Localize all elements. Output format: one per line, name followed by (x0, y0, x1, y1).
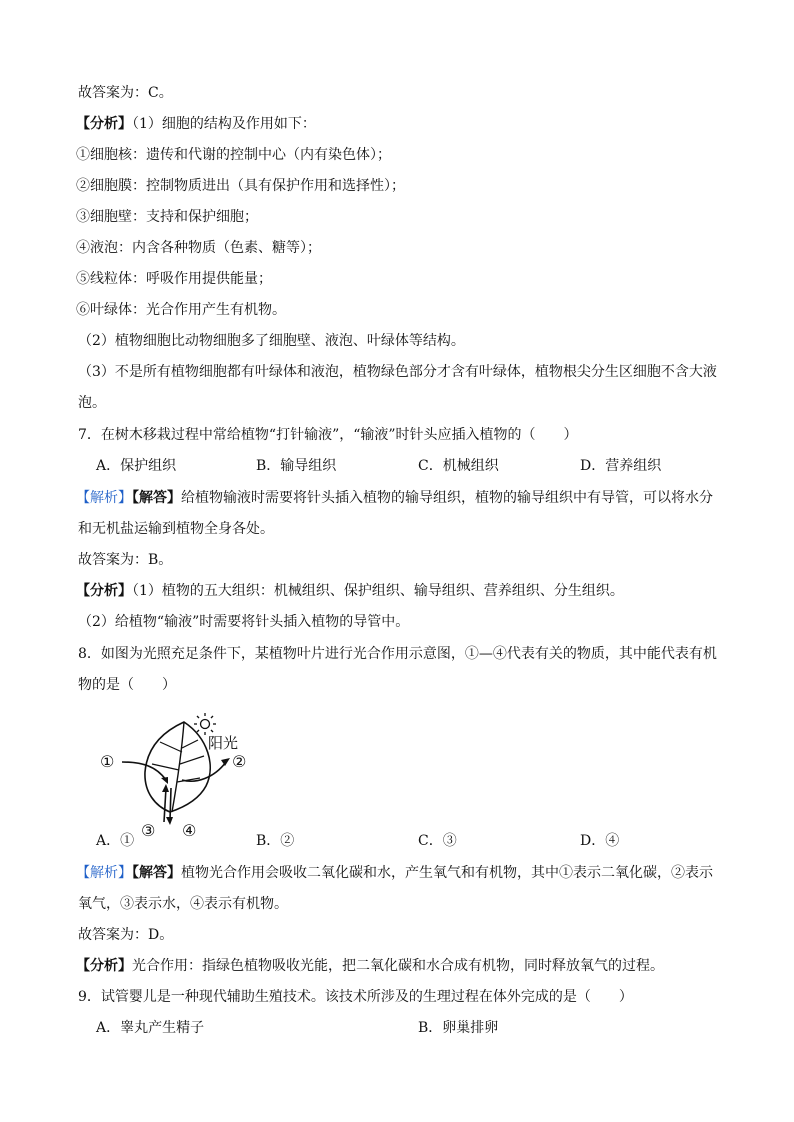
q8-solution-cont: 氧气，③表示水，④表示有机物。 (78, 896, 288, 912)
leaf-vein (152, 764, 179, 770)
label-3: ③ (141, 821, 156, 840)
q8-solution (76, 864, 713, 882)
analysis-item-5: ⑤线粒体：呼吸作用提供能量； (76, 271, 272, 287)
q7-analysis-2: （2）给植物“输液”时需要将针头插入植物的导管中。 (78, 614, 410, 630)
q8-option-d: D．④ (580, 833, 620, 849)
sun-label: 阳光 (208, 734, 239, 752)
q7-option-b: B．输导组织 (256, 458, 337, 474)
q8-analysis-text: 光合作用：指绿色植物吸收光能，把二氧化碳和水合成有机物，同时释放氧气的过程。 (132, 958, 664, 974)
arrow-1-in (122, 762, 166, 780)
analysis-point-2: （2）植物细胞比动物细胞多了细胞壁、液泡、叶绿体等结构。 (78, 333, 465, 349)
arrow-3-up (164, 788, 166, 822)
q7-solution (76, 489, 713, 507)
q8-option-b: B．② (256, 833, 295, 849)
arrow-2-out (182, 762, 226, 781)
analysis-item-3: ③细胞壁：支持和保护细胞； (76, 209, 258, 225)
q8-jiexi-tag: 【解析】 (76, 865, 132, 881)
answer-line-prev: 故答案为：C。 (78, 85, 173, 101)
leaf-midrib (172, 722, 184, 812)
leaf-vein (182, 740, 198, 748)
analysis-intro (76, 115, 316, 133)
label-1: ① (100, 752, 115, 771)
q7-jiexi-tag: 【解析】 (76, 490, 132, 506)
q7-option-d: D．营养组织 (580, 458, 662, 474)
q8-option-a: A．① (96, 833, 135, 849)
q8-solution-text: 植物光合作用会吸收二氧化碳和水，产生氧气和有机物，其中①表示二氧化碳，②表示 (181, 865, 713, 881)
leaf-vein (180, 756, 204, 764)
label-4: ④ (182, 821, 197, 840)
q7-option-a: A．保护组织 (96, 458, 177, 474)
q7-stem: 7．在树木移栽过程中常给植物“打针输液”，“输液”时针头应插入植物的（ ） (78, 427, 578, 443)
q8-jieda-tag: 【解答】 (132, 865, 181, 881)
analysis-item-4: ④液泡：内含各种物质（色素、糖等）； (76, 240, 321, 256)
q7-option-c: C．机械组织 (418, 458, 499, 474)
q8-analysis (76, 957, 664, 975)
q8-stem: 8．如图为光照充足条件下，某植物叶片进行光合作用示意图，①—④代表有关的物质，其中能代表有机 (78, 646, 717, 662)
analysis-point-3: （3）不是所有植物细胞都有叶绿体和液泡，植物绿色部分才含有叶绿体，植物根尖分生区细胞不含大液 (78, 364, 717, 380)
q7-jieda-tag: 【解答】 (132, 490, 181, 506)
leaf-photosynthesis-figure (100, 708, 260, 840)
arrow-2-head (221, 758, 230, 766)
arrow-4-head (166, 817, 173, 825)
leaf-vein (160, 742, 182, 752)
q7-fenxi-tag: 【分析】 (76, 583, 132, 599)
analysis-point-3-cont: 泡。 (78, 395, 106, 411)
analysis-item-1: ①细胞核：遗传和代谢的控制中心（内有染色体）； (76, 147, 391, 163)
q7-solution-cont: 和无机盐运输到植物全身各处。 (78, 521, 274, 537)
q7-answer: 故答案为：B。 (78, 552, 173, 568)
arrow-3-head (162, 784, 169, 792)
q9-stem: 9．试管婴儿是一种现代辅助生殖技术。该技术所涉及的生理过程在体外完成的是（ ） (78, 989, 633, 1005)
arrow-4-down (170, 788, 171, 820)
q7-analysis (76, 582, 624, 600)
leaf-outline (145, 722, 210, 812)
q8-fenxi-tag: 【分析】 (76, 958, 132, 974)
analysis-tag: 【分析】 (76, 116, 132, 132)
q8-stem-cont: 物的是（ ） (78, 677, 176, 693)
label-2: ② (232, 752, 247, 771)
analysis-item-2: ②细胞膜：控制物质进出（具有保护作用和选择性）； (76, 178, 405, 194)
analysis-intro-text: （1）细胞的结构及作用如下： (132, 116, 316, 132)
q7-solution-text: 给植物输液时需要将针头插入植物的输导组织，植物的输导组织中有导管，可以将水分 (181, 490, 713, 506)
q7-analysis-text: （1）植物的五大组织：机械组织、保护组织、输导组织、营养组织、分生组织。 (132, 583, 624, 599)
q9-option-b: B．卵巢排卵 (418, 1020, 499, 1036)
analysis-item-6: ⑥叶绿体：光合作用产生有机物。 (76, 302, 286, 318)
q9-option-a: A．睾丸产生精子 (96, 1020, 205, 1036)
arrow-1-head (161, 777, 168, 784)
q8-answer: 故答案为：D。 (78, 927, 174, 943)
q8-option-c: C．③ (418, 833, 457, 849)
sun-icon (194, 713, 216, 735)
